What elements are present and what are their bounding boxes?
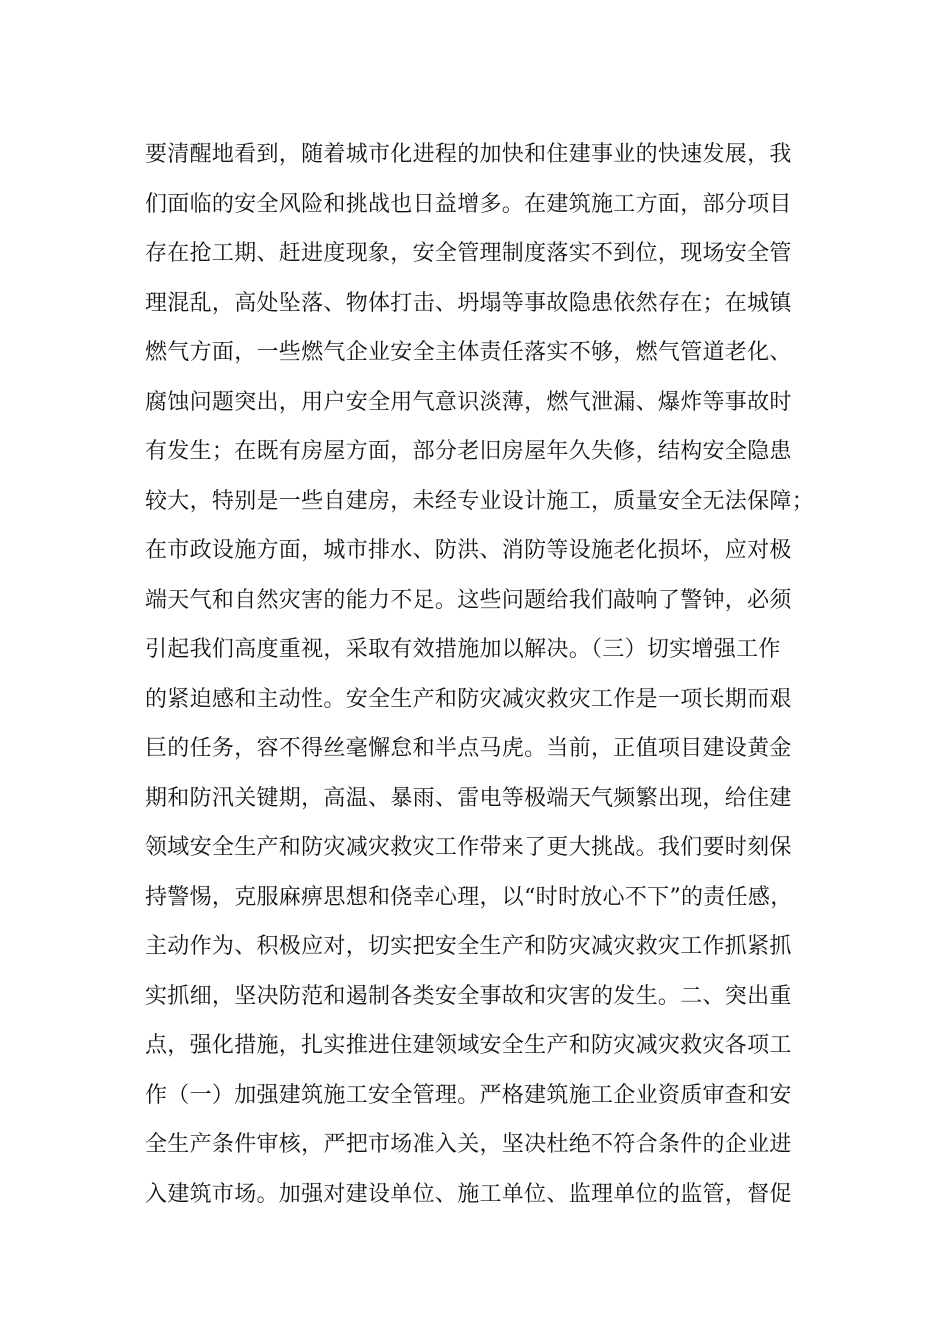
text-line-16: 持警惕，克服麻痹思想和侥幸心理，以“时时放心不下”的责任感，: [145, 884, 793, 910]
text-line-11: 引起我们高度重视，采取有效措施加以解决。（三）切实增强工作: [145, 637, 781, 662]
text-line-9: 在市政设施方面，城市排水、防洪、消防等设施老化损坏，应对极: [145, 538, 792, 563]
text-line-10: 端天气和自然灾害的能力不足。这些问题给我们敲响了警钟，必须: [145, 587, 792, 613]
text-line-15: 领域安全生产和防灾减灾救灾工作带来了更大挑战。我们要时刻保: [145, 835, 792, 860]
text-line-20: 作（一）加强建筑施工安全管理。严格建筑施工企业资质审查和安: [145, 1082, 792, 1108]
body-text: [145, 133, 825, 1222]
text-line-8: 较大，特别是一些自建房，未经专业设计施工，质量安全无法保障；: [145, 488, 815, 514]
text-line-3: 存在抢工期、赶进度现象，安全管理制度落实不到位，现场安全管: [145, 241, 792, 266]
text-line-4: 理混乱，高处坠落、物体打击、坍塌等事故隐患依然存在；在城镇: [145, 290, 792, 316]
text-line-7: 有发生；在既有房屋方面，部分老旧房屋年久失修，结构安全隐患: [145, 439, 792, 464]
text-line-13: 巨的任务，容不得丝毫懈怠和半点马虎。当前，正值项目建设黄金: [145, 736, 792, 761]
text-line-2: 们面临的安全风险和挑战也日益增多。在建筑施工方面，部分项目: [145, 191, 792, 217]
text-line-18: 实抓细，坚决防范和遏制各类安全事故和灾害的发生。二、突出重: [145, 983, 792, 1009]
text-line-6: 腐蚀问题突出，用户安全用气意识淡薄，燃气泄漏、爆炸等事故时: [145, 389, 792, 415]
text-line-5: 燃气方面，一些燃气企业安全主体责任落实不够，燃气管道老化、: [145, 340, 792, 365]
text-line-22: 入建筑市场。加强对建设单位、施工单位、监理单位的监管，督促: [145, 1181, 792, 1207]
text-line-17: 主动作为、积极应对，切实把安全生产和防灾减灾救灾工作抓紧抓: [145, 934, 792, 959]
text-line-1: 要清醒地看到，随着城市化进程的加快和住建事业的快速发展，我: [145, 142, 792, 167]
text-line-19: 点，强化措施，扎实推进住建领域安全生产和防灾减灾救灾各项工: [145, 1033, 792, 1058]
text-line-12: 的紧迫感和主动性。安全生产和防灾减灾救灾工作是一项长期而艰: [145, 686, 792, 712]
text-line-14: 期和防汛关键期，高温、暴雨、雷电等极端天气频繁出现，给住建: [145, 785, 792, 811]
text-line-21: 全生产条件审核，严把市场准入关，坚决杜绝不符合条件的企业进: [145, 1132, 792, 1157]
